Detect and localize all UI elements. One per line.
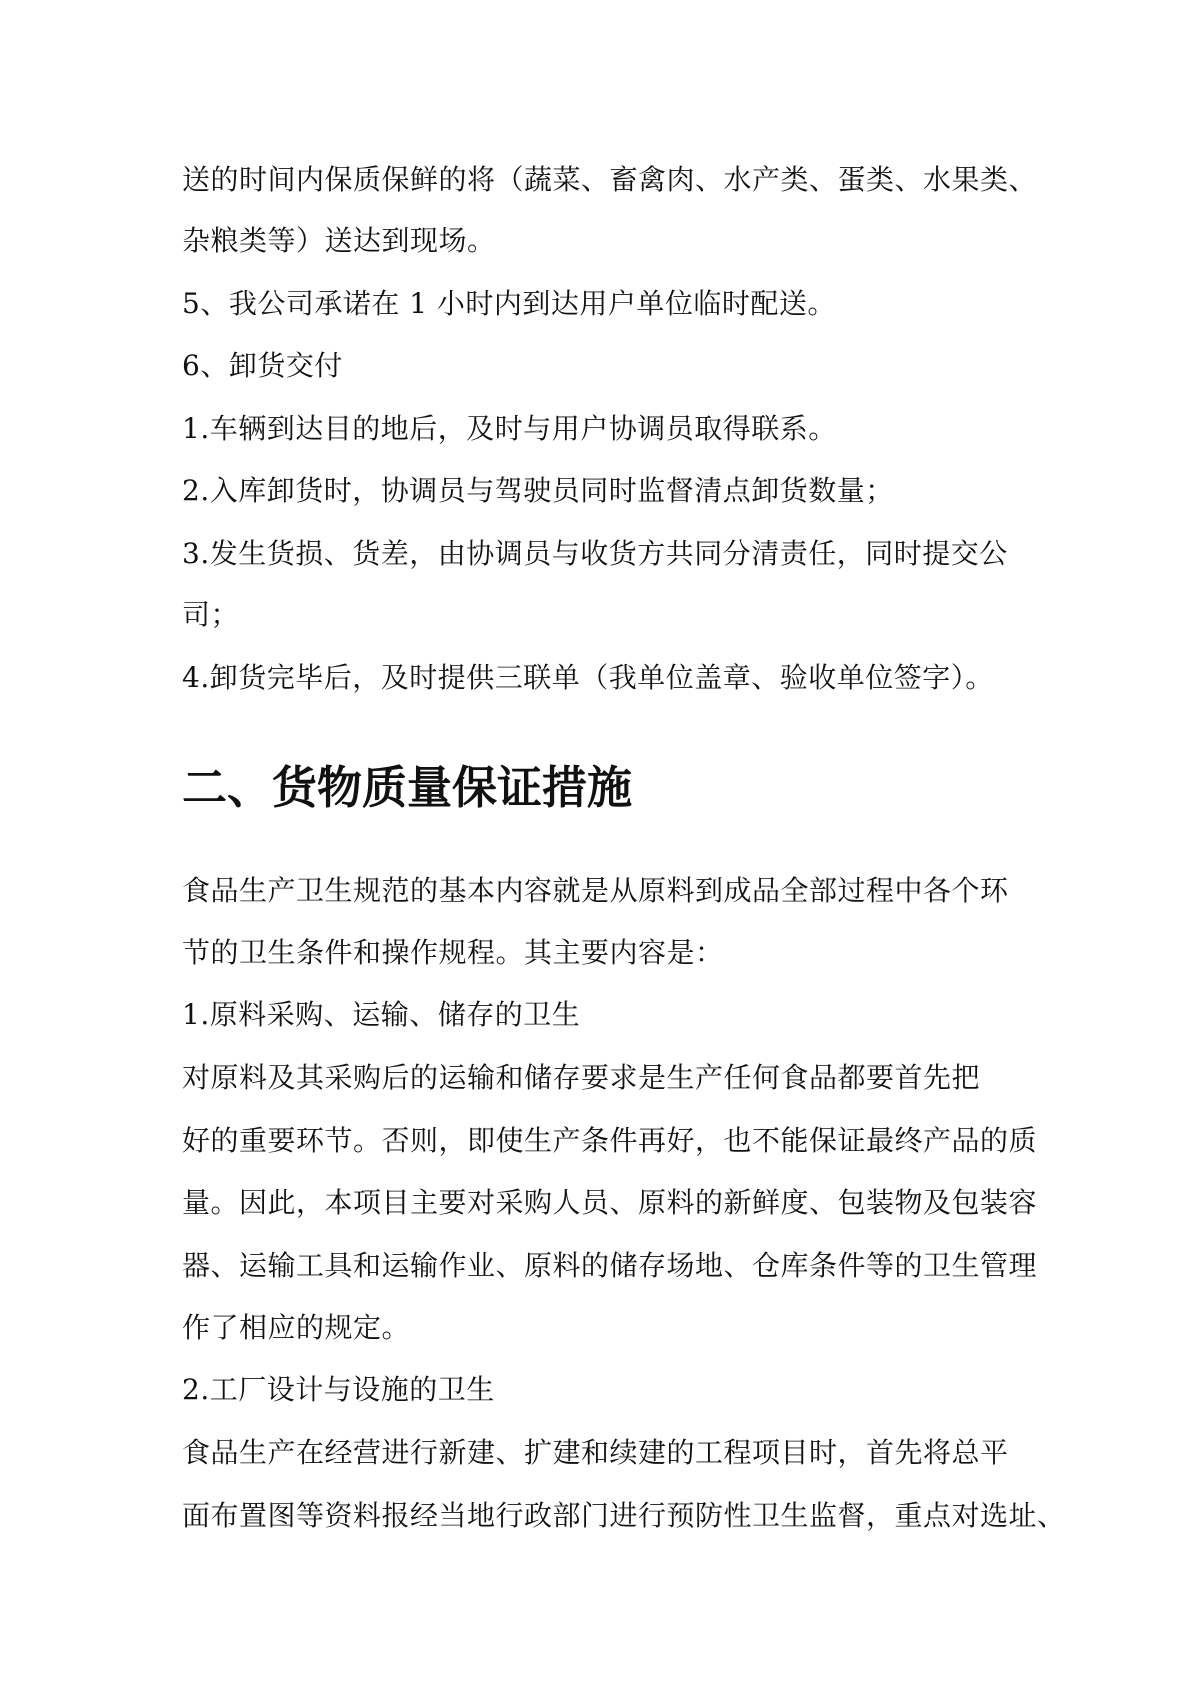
sub-list-item: 3.发生货损、货差，由协调员与收货方共同分清责任，同时提交公 — [182, 537, 1008, 570]
body-text-line: 送的时间内保质保鲜的将（蔬菜、畜禽肉、水产类、蛋类、水果类、 — [182, 163, 1038, 196]
sub-heading: 2.工厂设计与设施的卫生 — [182, 1373, 495, 1406]
list-item-commitment: 5、我公司承诺在 1 小时内到达用户单位临时配送。 — [182, 287, 836, 320]
body-text-line: 节的卫生条件和操作规程。其主要内容是： — [182, 936, 724, 969]
section-heading: 二、货物质量保证措施 — [182, 761, 633, 814]
body-text-line: 食品生产卫生规范的基本内容就是从原料到成品全部过程中各个环 — [182, 874, 1009, 907]
body-text-line: 作了相应的规定。 — [182, 1311, 411, 1344]
body-text-line: 食品生产在经营进行新建、扩建和续建的工程项目时，首先将总平 — [182, 1436, 1009, 1469]
sub-list-item: 2.入库卸货时，协调员与驾驶员同时监督清点卸货数量； — [182, 474, 894, 507]
sub-heading: 1.原料采购、运输、储存的卫生 — [182, 998, 581, 1031]
sub-list-item: 4.卸货完毕后，及时提供三联单（我单位盖章、验收单位签字）。 — [182, 661, 994, 694]
body-text-line: 司； — [182, 598, 240, 631]
body-text-line: 对原料及其采购后的运输和储存要求是生产任何食品都要首先把 — [182, 1061, 981, 1094]
body-text-line: 面布置图等资料报经当地行政部门进行预防性卫生监督，重点对选址、 — [182, 1499, 1066, 1532]
body-text-line: 器、运输工具和运输作业、原料的储存场地、仓库条件等的卫生管理 — [182, 1249, 1038, 1282]
list-item-unloading: 6、卸货交付 — [182, 349, 343, 382]
body-text-line: 量。因此，本项目主要对采购人员、原料的新鲜度、包装物及包装容 — [182, 1186, 1038, 1219]
sub-list-item: 1.车辆到达目的地后，及时与用户协调员取得联系。 — [182, 412, 837, 445]
body-text-line: 杂粮类等）送达到现场。 — [182, 224, 496, 257]
body-text-line: 好的重要环节。否则，即使生产条件再好，也不能保证最终产品的质 — [182, 1124, 1038, 1157]
